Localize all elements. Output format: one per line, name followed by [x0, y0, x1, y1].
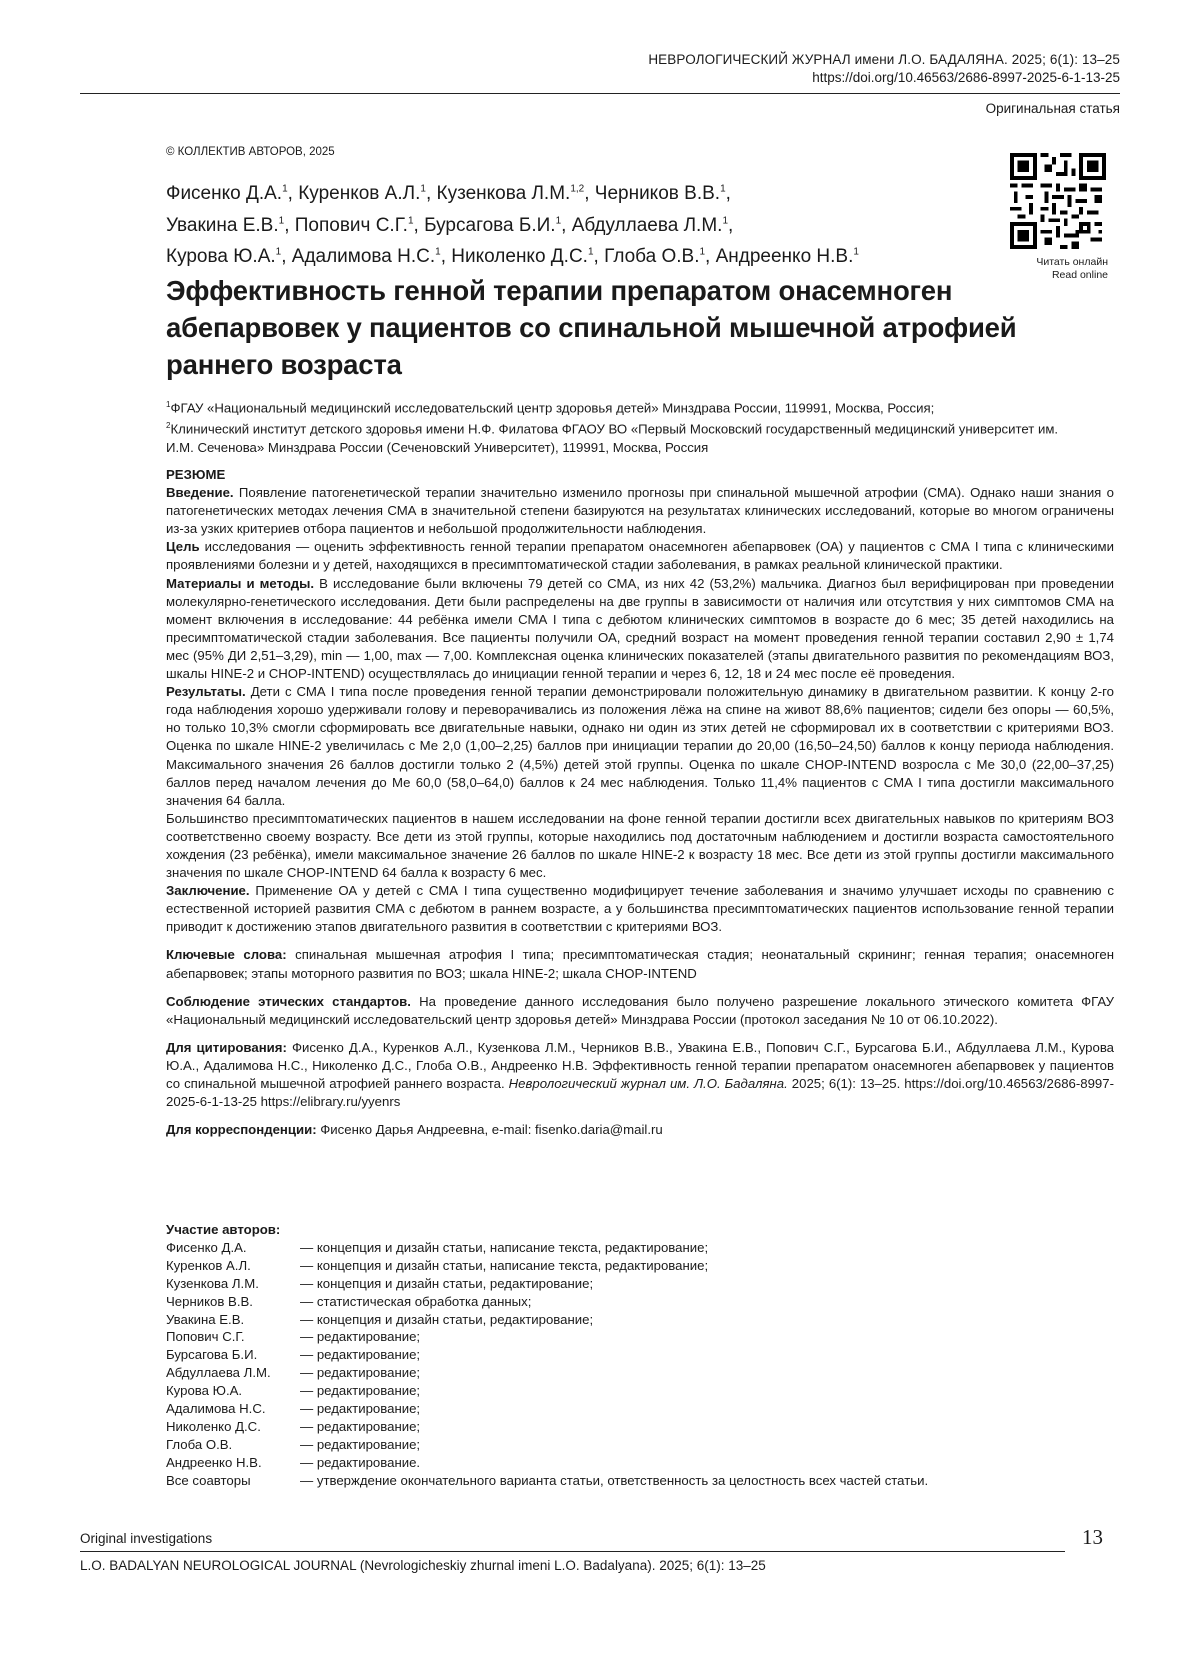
abstract-results-2: Большинство пресимптоматических пациентов в нашем исследовании на фоне генной терапии достигли всех двигательных навыков по критериям ВОЗ соответственно своему возрасту. Все дети из этой группы, которые находились под достаточным наблюдением и достигли возраста самостоятельного хождения (23 ребёнка), имели максимальное значение 26 баллов по шкале HINE-2 к возрасту 18 мес. Все дети из этой группы достигли максимального значения по шкале CHOP-INTEND 64 балла к возрасту 6 мес. — [166, 810, 1114, 881]
footer-divider — [80, 1551, 1065, 1552]
author: Николенко Д.С.$^1$, — [451, 245, 605, 267]
copyright-notice: © КОЛЛЕКТИВ АВТОРОВ, 2025 — [166, 146, 335, 158]
author-list — [166, 176, 946, 270]
correspondence: Для корреспонденции: Фисенко Дарья Андреевна, e-mail: fisenko.daria@mail.ru — [166, 1122, 663, 1138]
read-online-ru: Читать онлайн — [1036, 256, 1108, 268]
affiliations — [166, 396, 1086, 457]
contribution-row: Увакина Е.В. — концепция и дизайн статьи, редактирование; — [166, 1311, 594, 1327]
author: Адалимова Н.С.$^1$, — [291, 245, 452, 267]
contributions-title: Участие авторов: — [166, 1222, 281, 1237]
author-contributions — [166, 1221, 928, 1490]
journal-running-head: НЕВРОЛОГИЧЕСКИЙ ЖУРНАЛ имени Л.О. БАДАЛЯНА. 2025; 6(1): 13–25 — [648, 52, 1120, 67]
abstract-block — [166, 466, 1114, 1139]
author: Бурсагова Б.И.$^1$, — [424, 214, 572, 236]
affiliation-2: $^2$Клинический институт детского здоровья имени Н.Ф. Филатова ФГАОУ ВО «Первый Московский государственный медицинский университет им. И.М. Сеченова» Минздрава России (Сеченовский Университет), 119991, Москва, Россия — [166, 421, 1059, 455]
abstract-conclusion: Заключение. Применение ОА у детей с СМА I типа существенно модифицирует течение заболевания и значимо улучшает исходы по сравнению с естественной историей развития СМА с дебютом в раннем возрасте, а у большинства пресимптоматических пациентов использование генной терапии приводит к достижению этапов двигательного развития в соответствии с критериями ВОЗ. — [166, 883, 1114, 935]
article-title: Эффективность генной терапии препаратом онасемноген абепарвовек у пациентов со спинальной мышечной атрофией раннего возраста — [166, 275, 1017, 380]
contribution-row: Попович С.Г. — редактирование; — [166, 1329, 421, 1345]
ethics-statement: Соблюдение этических стандартов. На проведение данного исследования было получено разрешение локального этического комитета ФГАУ «Национальный медицинский исследовательский центр здоровья детей» Минздрава России (протокол заседания № 10 от 06.10.2022). — [166, 993, 1114, 1027]
author: Курова Ю.А.$^1$, — [166, 245, 292, 267]
read-online-en: Read online — [1051, 269, 1108, 281]
footer-journal: L.O. BADALYAN NEUROLOGICAL JOURNAL (Nevrologicheskiy zhurnal imeni L.O. Badalyana). 2025; 6(1): 13–25 — [80, 1558, 766, 1573]
contribution-row: Черников В.В. — статистическая обработка данных; — [166, 1293, 532, 1309]
abstract-results: Результаты. Дети с СМА I типа после проведения генной терапии демонстрировали положительную динамику в двигательном развитии. К концу 2-го года наблюдения хорошо удерживали голову и переворачивались из положения лёжа на спине на живот 88,6% пациентов; сидели без опоры — 60,5%, но только 10,3% смогли сформировать все двигательные навыки, однако ни один из этих детей не сформировал их в соответствии с критериями ВОЗ. Оценка по шкале HINE-2 увеличилась с Ме 2,0 (1,00–2,25) баллов при инициации терапии до 20,00 (16,50–24,50) баллов к концу периода наблюдения. Максимального значения 26 баллов достигли только 2 (4,5%) детей этой группы. Оценка по шкале CHOP-INTEND возросла с Ме 30,0 (22,00–37,25) баллов перед началом лечения до Ме 60,0 (58,0–64,0) баллов к 24 мес наблюдения. Только 11,4% пациентов с СМА I типа достигли максимального значения 64 балла. — [166, 684, 1114, 808]
header-divider — [80, 93, 1120, 94]
contribution-row: Глоба О.В. — редактирование; — [166, 1436, 421, 1452]
author: Фисенко Д.А.$^1$, — [166, 183, 299, 205]
contribution-row: Абдуллаева Л.М. — редактирование; — [166, 1365, 421, 1381]
qr-code-icon[interactable] — [1010, 153, 1106, 249]
author: Глоба О.В.$^1$, — [604, 245, 716, 267]
author: Попович С.Г.$^1$, — [294, 214, 425, 236]
contribution-row: Курова Ю.А. — редактирование; — [166, 1383, 421, 1399]
contribution-row: Все соавторы — утверждение окончательного варианта статьи, ответственность за целостность всех частей статьи. — [166, 1472, 929, 1488]
author: Куренков А.Л.$^1$, — [298, 183, 437, 205]
citation: Для цитирования: Фисенко Д.А., Куренков А.Л., Кузенкова Л.М., Черников В.В., Увакина Е.В., Попович С.Г., Бурсагова Б.И., Абдуллаева Л.М., Курова Ю.А., Адалимова Н.С., Николенко Д.С., Глоба О.В., Андреенко Н.В. Эффективность генной терапии препаратом онасемноген абепарвовек у пациентов со спинальной мышечной атрофией раннего возраста. Неврологический журнал им. Л.О. Бадаляна. 2025; 6(1): 13–25. https://doi.org/10.46563/2686-8997-2025-6-1-13-25 https://elibrary.ru/yyenrs — [166, 1039, 1115, 1110]
author: Черников В.В.$^1$, — [594, 183, 731, 205]
abstract-heading: РЕЗЮМЕ — [166, 467, 226, 482]
doi-link[interactable]: https://doi.org/10.46563/2686-8997-2025-6-1-13-25 — [812, 70, 1120, 85]
contribution-row: Андреенко Н.В. — редактирование. — [166, 1454, 421, 1470]
author: Абдуллаева Л.М.$^1$, — [571, 214, 734, 236]
contribution-row: Куренков А.Л. — концепция и дизайн статьи, написание текста, редактирование; — [166, 1257, 709, 1273]
contribution-row: Адалимова Н.С. — редактирование; — [166, 1401, 421, 1417]
affiliation-1: $^1$ФГАУ «Национальный медицинский исследовательский центр здоровья детей» Минздрава России, 119991, Москва, Россия; — [166, 400, 935, 416]
keywords: Ключевые слова: спинальная мышечная атрофия I типа; пресимптоматическая стадия; неонатальный скрининг; генная терапия; онасемноген абепарвовек; этапы моторного развития по ВОЗ; шкала HINE-2; шкала CHOP-INTEND — [166, 947, 1115, 981]
article-type: Оригинальная статья — [985, 101, 1120, 116]
abstract-aim: Цель исследования — оценить эффективность генной терапии препаратом онасемноген абепарвовек (ОА) у пациентов с СМА I типа с клиническими проявлениями болезни и у детей, находящихся в пресимптоматической стадии заболевания, в рамках реальной клинической практики. — [166, 539, 1114, 573]
author: Увакина Е.В.$^1$, — [166, 214, 295, 236]
contribution-row: Кузенкова Л.М. — концепция и дизайн статьи, редактирование; — [166, 1275, 594, 1291]
contribution-row: Николенко Д.С. — редактирование; — [166, 1418, 421, 1434]
footer-section: Original investigations — [80, 1531, 213, 1546]
author: Кузенкова Л.М.$^{1,2}$, — [436, 183, 595, 205]
abstract-methods: Материалы и методы. В исследование были включены 79 детей со СМА, из них 42 (53,2%) мальчика. Диагноз был верифицирован при проведении молекулярно-генетического исследования. Дети были распределены на две группы в зависимости от наличия или отсутствия у них симптомов СМА на момент включения в исследование: 44 ребёнка имели СМА I типа с дебютом клинических симптомов в возрасте до 6 мес; 35 детей находились на пресимптоматической стадии заболевания. Все пациенты получили ОА, средний возраст на момент проведения генной терапии составил 2,90 ± 1,74 мес (95% ДИ 2,51–3,29), min — 1,00, max — 7,00. Комплексная оценка клинических показателей (этапы двигательного развития по рекомендациям ВОЗ, шкалы HINE-2 и CHOP-INTEND) осуществлялась до инициации генной терапии и через 6, 12, 18 и 24 мес после её проведения. — [166, 575, 1114, 682]
contribution-row: Фисенко Д.А. — концепция и дизайн статьи, написание текста, редактирование; — [166, 1239, 709, 1255]
page-number: 13 — [1082, 1525, 1103, 1549]
abstract-intro: Введение. Появление патогенетической терапии значительно изменило прогнозы при спинальной мышечной атрофии (СМА). Однако наши знания о патогенетических методах лечения СМА в значительной степени базируются на результатах клинических исследований, которые во многом ограничены из-за узких критериев отбора пациентов и небольшой продолжительности наблюдения. — [166, 485, 1114, 537]
author: Андреенко Н.В.$^1$ — [715, 245, 859, 267]
contribution-row: Бурсагова Б.И. — редактирование; — [166, 1347, 421, 1363]
